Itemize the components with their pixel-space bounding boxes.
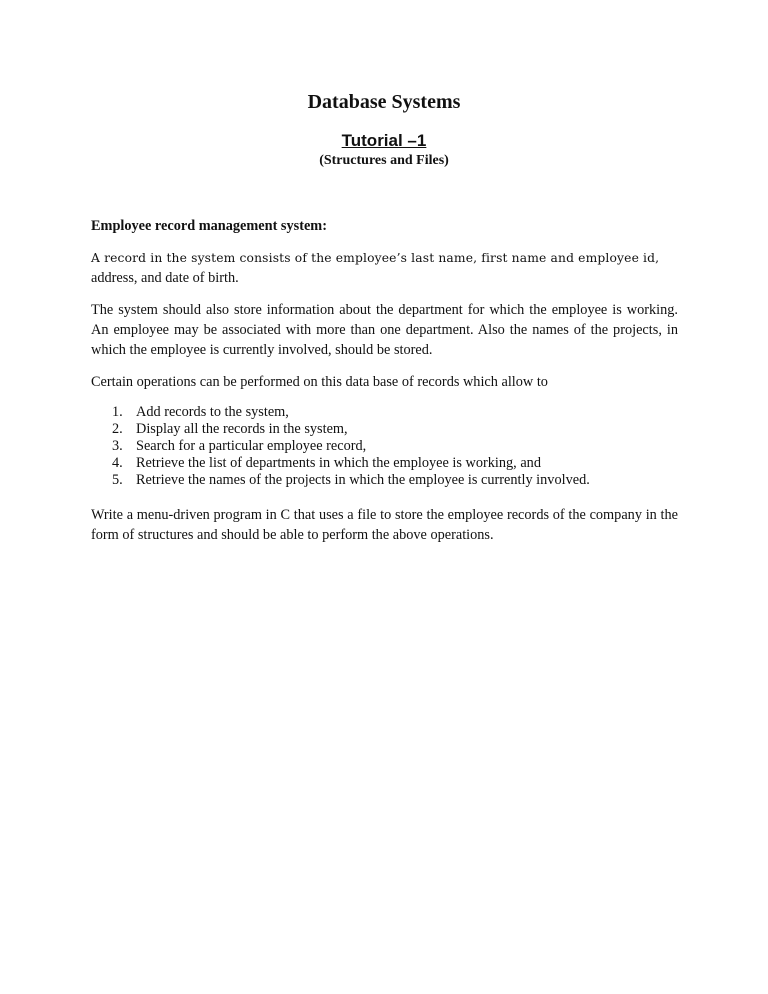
document-body <box>91 216 678 557</box>
tutorial-subheading: (Structures and Files) <box>319 153 449 168</box>
list-item-text: Display all the records in the system, <box>136 421 348 437</box>
list-item-number: 5. <box>112 472 123 488</box>
paragraph-record-line-1: A record in the system consists of the employee’s last name, first name and employee id, <box>91 251 660 265</box>
paragraph-record-description <box>91 248 678 288</box>
paragraph-record-line-2: address, and date of birth. <box>91 270 239 286</box>
list-item-number: 3. <box>112 438 123 454</box>
list-item <box>91 404 678 421</box>
list-item-text: Search for a particular employee record, <box>136 438 367 454</box>
list-item-number: 1. <box>112 404 123 420</box>
list-item-text: Add records to the system, <box>136 404 289 420</box>
paragraph-program-task: Write a menu-driven program in C that uses a file to store the employee records of the company in the form of structures and should be able to perform the above operations. <box>91 507 678 543</box>
paragraph-operations-intro: Certain operations can be performed on this data base of records which allow to <box>91 374 548 390</box>
paragraph-department-info: The system should also store information about the department for which the employee is working. An employee may be associated with more than one department. Also the names of the projects, in which the employee is currently involved, should be stored. <box>91 302 678 358</box>
tutorial-heading: Tutorial –1 <box>341 131 427 150</box>
list-item-text: Retrieve the list of departments in which the employee is working, and <box>136 455 541 471</box>
page-title: Database Systems <box>307 91 461 113</box>
list-item-number: 4. <box>112 455 123 471</box>
list-item <box>91 455 678 472</box>
list-item-text: Retrieve the names of the projects in which the employee is currently involved. <box>136 472 590 488</box>
operations-list <box>91 404 678 489</box>
list-item <box>91 438 678 455</box>
list-item-number: 2. <box>112 421 123 437</box>
section-heading: Employee record management system: <box>91 218 327 234</box>
list-item <box>91 421 678 438</box>
list-item <box>91 472 678 489</box>
